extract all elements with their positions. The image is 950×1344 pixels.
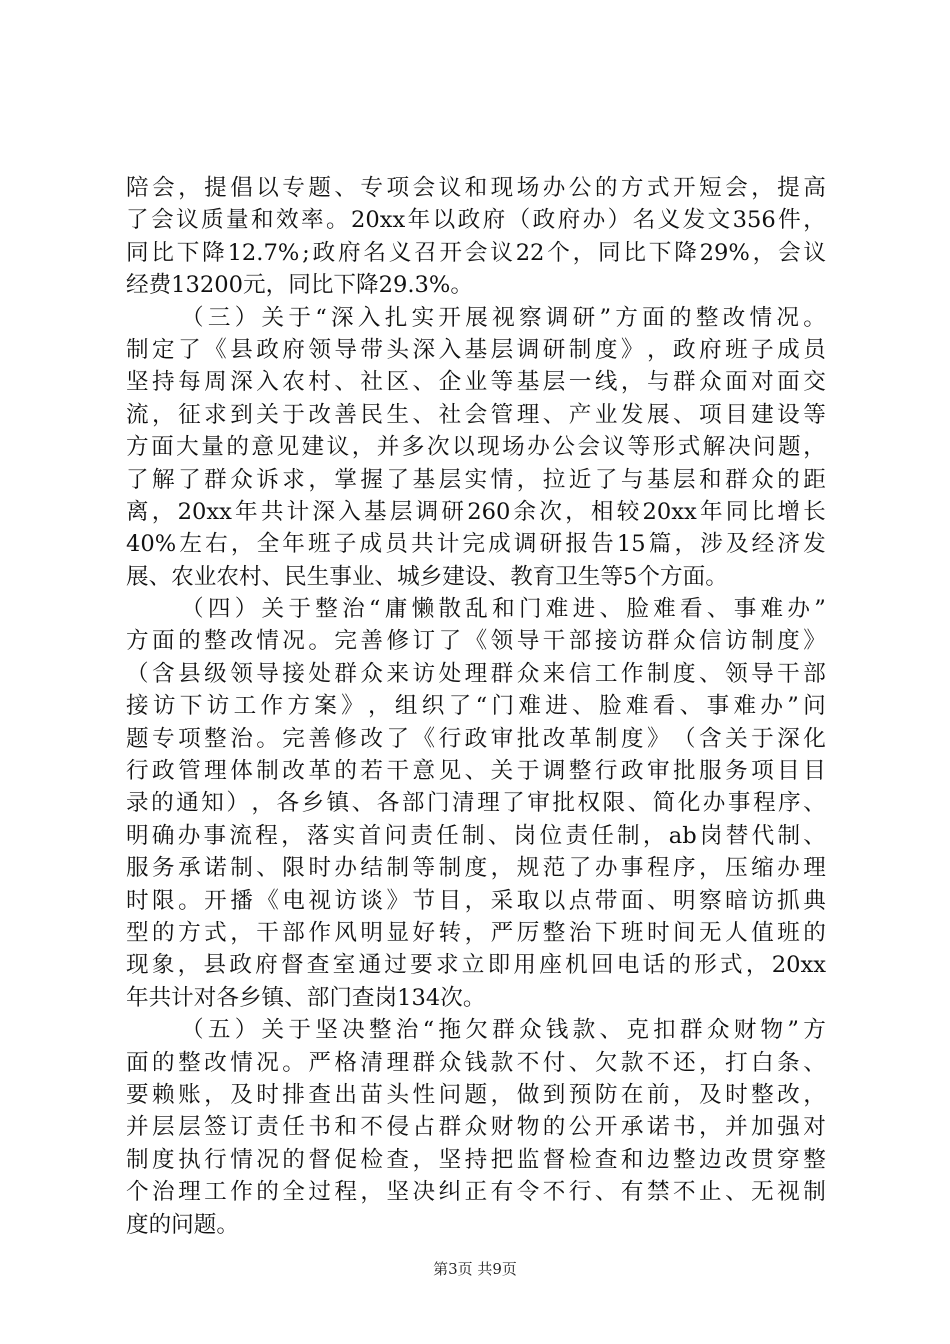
text-line: （ 四 ） 关 于 整 治 “ 庸 懒 散 乱 和 门 难 进 、 脸 难 看 、 事 难 办 ” xyxy=(181,596,826,623)
text-line: 题 专 项 整 治 。 完 善 修 改 了 《 行 政 审 批 改 革 制 度 》 （ 含 关 于 深 化 xyxy=(126,725,826,752)
text-line: 录 的 通 知 ） ， 各 乡 镇 、 各 部 门 清 理 了 审 批 权 限 、 简 化 办 事 程 序 、 xyxy=(126,790,826,817)
text-line: 要 赖 账 ， 及 时 排 查 出 苗 头 性 问 题 ， 做 到 预 防 在 前 ， 及 时 整 改 ， xyxy=(126,1081,826,1108)
text-line: 面 的 整 改 情 况 。 严 格 清 理 群 众 钱 款 不 付 、 欠 款 不 还 ， 打 白 条 、 xyxy=(126,1049,826,1076)
text-line: 流 ， 征 求 到 关 于 改 善 民 生 、 社 会 管 理 、 产 业 发 展 、 项 目 建 设 等 xyxy=(126,401,826,428)
text-line: 并 层 层 签 订 责 任 书 和 不 侵 占 群 众 财 物 的 公 开 承 诺 书 ， 并 加 强 对 xyxy=(126,1114,826,1141)
text-line: 型 的 方 式 ， 干 部 作 风 明 显 好 转 ， 严 厉 整 治 下 班 时 间 无 人 值 班 的 xyxy=(126,919,826,946)
text-line: 年共计对各乡镇、部门查岗134次。 xyxy=(126,984,486,1011)
text-line: （ 含 县 级 领 导 接 处 群 众 来 访 处 理 群 众 来 信 工 作 制 度 、 领 导 干 部 xyxy=(126,660,826,687)
text-line: 度的问题。 xyxy=(126,1211,239,1238)
text-line: 服 务 承 诺 制 、 限 时 办 结 制 等 制 度 ， 规 范 了 办 事 程 序 ， 压 缩 办 理 xyxy=(126,855,826,882)
text-line: 展、农业农村、民生事业、城乡建设、教育卫生等5个方面。 xyxy=(126,563,728,590)
text-line: 制 定 了 《 县 政 府 领 导 带 头 深 入 基 层 调 研 制 度 》 ， 政 府 班 子 成 员 xyxy=(126,336,826,363)
page-number: 第3页 共9页 xyxy=(433,1260,517,1278)
text-line: 个 治 理 工 作 的 全 过 程 ， 坚 决 纠 正 有 令 不 行 、 有 禁 不 止 、 无 视 制 xyxy=(126,1179,826,1206)
text-line: 了 解 了 群 众 诉 求 ， 掌 握 了 基 层 实 情 ， 拉 近 了 与 基 层 和 群 众 的 距 xyxy=(126,466,826,493)
text-line: 制 度 执 行 情 况 的 督 促 检 查 ， 坚 持 把 监 督 检 查 和 边 整 边 改 贯 穿 整 xyxy=(126,1146,826,1173)
text-line: 方 面 大 量 的 意 见 建 议 ， 并 多 次 以 现 场 办 公 会 议 等 形 式 解 决 问 题 ， xyxy=(126,434,826,461)
page-footer xyxy=(0,1258,950,1279)
text-line: 现 象 ， 县 政 府 督 查 室 通 过 要 求 立 即 用 座 机 回 电 话 的 形 式 ， 20xx xyxy=(126,952,826,979)
text-line: 明 确 办 事 流 程 ， 落 实 首 问 责 任 制 、 岗 位 责 任 制 ， ab 岗 替 代 制 、 xyxy=(126,822,826,849)
text-line: 离 ， 20xx 年 共 计 深 入 基 层 调 研 260 余 次 ， 相 较 20xx 年 同 比 增 长 xyxy=(126,498,826,525)
text-line: （ 五 ） 关 于 坚 决 整 治 “ 拖 欠 群 众 钱 款 、 克 扣 群 众 财 物 ” 方 xyxy=(181,1017,826,1044)
text-line: 行 政 管 理 体 制 改 革 的 若 干 意 见 、 关 于 调 整 行 政 审 批 服 务 项 目 目 xyxy=(126,758,826,785)
text-line: 接 访 下 访 工 作 方 案 》 ， 组 织 了 “ 门 难 进 、 脸 难 看 、 事 难 办 ” 问 xyxy=(126,693,826,720)
text-line: 陪 会 ， 提 倡 以 专 题 、 专 项 会 议 和 现 场 办 公 的 方 式 开 短 会 ， 提 高 xyxy=(126,175,826,201)
text-line: （ 三 ） 关 于 “ 深 入 扎 实 开 展 视 察 调 研 ” 方 面 的 整 改 情 况 。 xyxy=(181,304,826,331)
text-line: 方 面 的 整 改 情 况 。 完 善 修 订 了 《 领 导 干 部 接 访 群 众 信 访 制 度 》 xyxy=(126,628,826,655)
text-line: 40% 左 右 ， 全 年 班 子 成 员 共 计 完 成 调 研 报 告 15 篇 ， 涉 及 经 济 发 xyxy=(126,531,826,558)
text-line: 坚 持 每 周 深 入 农 村 、 社 区 、 企 业 等 基 层 一 线 ， 与 群 众 面 对 面 交 xyxy=(126,369,826,396)
text-line: 同 比 下 降 12.7% ; 政 府 名 义 召 开 会 议 22 个 ， 同 比 下 降 29% ， 会 议 xyxy=(126,239,826,266)
text-line: 经费13200元，同比下降29.3%。 xyxy=(126,272,473,299)
text-line: 时 限 。 开 播 《 电 视 访 谈 》 节 目 ， 采 取 以 点 带 面 、 明 察 暗 访 抓 典 xyxy=(126,887,826,914)
document-body xyxy=(126,172,826,1241)
text-line: 了 会 议 质 量 和 效 率 。 20xx 年 以 政 府 （ 政 府 办 ） 名 义 发 文 356 件 ， xyxy=(126,207,826,234)
